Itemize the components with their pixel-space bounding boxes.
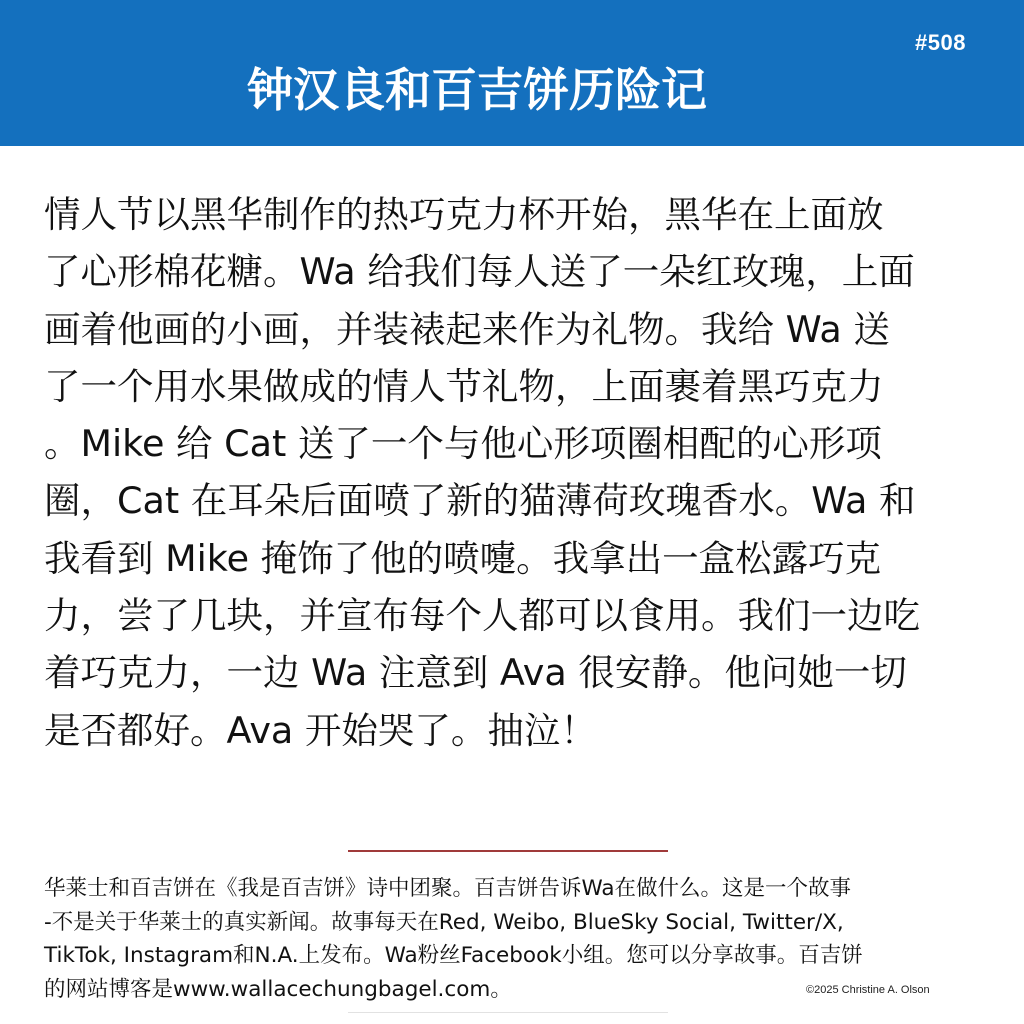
section-divider [348,850,668,852]
footer-line: TikTok, Instagram和N.A.上发布。Wa粉丝Facebook小组。您可以分享故事。百吉饼 [44,943,863,969]
page-title: 钟汉良和百吉饼历险记 [247,63,707,117]
story-line: 了一个用水果做成的情人节礼物，上面裹着黑巧克力 [44,364,884,408]
footer-line: -不是关于华莱士的真实新闻。故事每天在Red, Weibo, BlueSky Social, Twitter/X, [44,909,844,935]
header-banner [0,0,1024,146]
story-line: 着巧克力，一边 Wa 注意到 Ava 很安静。他问她一切 [44,651,907,695]
story-line: 力，尝了几块，并宣布每个人都可以食用。我们一边吃 [44,594,920,638]
copyright-notice: ©2025 Christine A. Olson [806,984,930,996]
story-line: 。Mike 给 Cat 送了一个与他心形项圈相配的心形项 [44,422,882,466]
bottom-divider [348,1012,668,1013]
footer-line: 华莱士和百吉饼在《我是百吉饼》诗中团聚。百吉饼告诉Wa在做什么。这是一个故事 [44,876,852,901]
story-line: 是否都好。Ava 开始哭了。抽泣！ [44,708,597,752]
issue-number: #508 [915,30,966,55]
story-text [44,186,980,759]
story-line: 画着他画的小画，并装裱起来作为礼物。我给 Wa 送 [44,307,890,351]
story-line: 了心形棉花糖。Wa 给我们每人送了一朵红玫瑰，上面 [44,250,915,294]
story-line: 我看到 Mike 掩饰了他的喷嚏。我拿出一盒松露巧克 [44,536,882,580]
footer-line: 的网站博客是www.wallacechungbagel.com。 [44,977,512,1003]
story-line: 圈，Cat 在耳朵后面喷了新的猫薄荷玫瑰香水。Wa 和 [44,479,916,523]
story-line: 情人节以黑华制作的热巧克力杯开始，黑华在上面放 [44,193,884,236]
